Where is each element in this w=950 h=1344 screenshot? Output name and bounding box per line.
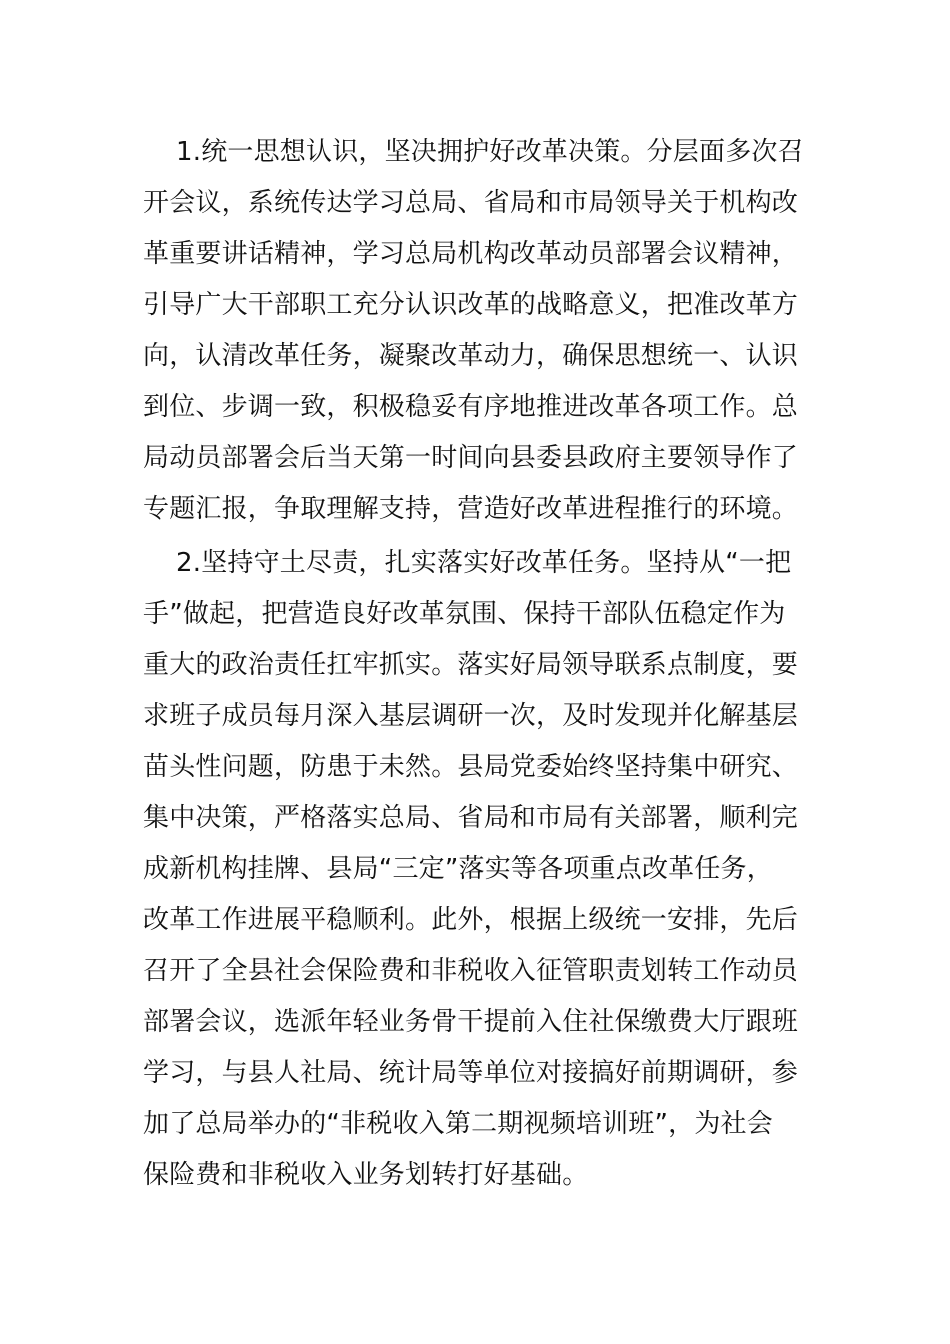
paragraph-line: 加了总局举办的“非税收入第二期视频培训班”，为社会 xyxy=(143,1109,773,1139)
paragraph-line: 向，认清改革任务，凝聚改革动力，确保思想统一、认识 xyxy=(143,341,799,371)
paragraph-line: 求班子成员每月深入基层调研一次，及时发现并化解基层 xyxy=(143,701,799,731)
paragraph-line: 召开了全县社会保险费和非税收入征管职责划转工作动员 xyxy=(143,956,799,986)
paragraph-line: 苗头性问题，防患于未然。县局党委始终坚持集中研究、 xyxy=(143,752,799,782)
paragraph-line: 保险费和非税收入业务划转打好基础。 xyxy=(143,1160,589,1190)
paragraph-line: 1.统一思想认识，坚决拥护好改革决策。分层面多次召 xyxy=(176,137,804,167)
paragraph-line: 革重要讲话精神，学习总局机构改革动员部署会议精神， xyxy=(143,239,799,269)
paragraph-line: 开会议，系统传达学习总局、省局和市局领导关于机构改 xyxy=(143,188,799,218)
paragraph-line: 学习，与县人社局、统计局等单位对接搞好前期调研，参 xyxy=(143,1058,799,1088)
paragraph-line: 引导广大干部职工充分认识改革的战略意义，把准改革方 xyxy=(143,290,799,320)
paragraph-line: 手”做起，把营造良好改革氛围、保持干部队伍稳定作为 xyxy=(143,599,786,629)
paragraph-line: 重大的政治责任扛牢抓实。落实好局领导联系点制度，要 xyxy=(143,650,799,680)
document-body xyxy=(143,127,804,1201)
paragraph-line: 部署会议，选派年轻业务骨干提前入住社保缴费大厅跟班 xyxy=(143,1007,799,1037)
paragraph-line: 专题汇报，争取理解支持，营造好改革进程推行的环境。 xyxy=(143,494,799,524)
paragraph-line: 到位、步调一致，积极稳妥有序地推进改革各项工作。总 xyxy=(143,392,799,422)
paragraph-2 xyxy=(143,538,799,1201)
paragraph-1 xyxy=(143,127,804,535)
paragraph-line: 局动员部署会后当天第一时间向县委县政府主要领导作了 xyxy=(143,443,799,473)
paragraph-line: 改革工作进展平稳顺利。此外，根据上级统一安排，先后 xyxy=(143,905,799,935)
paragraph-line: 集中决策，严格落实总局、省局和市局有关部署，顺利完 xyxy=(143,803,799,833)
paragraph-line: 成新机构挂牌、县局“三定”落实等各项重点改革任务， xyxy=(143,854,773,884)
paragraph-line: 2.坚持守土尽责，扎实落实好改革任务。坚持从“一把 xyxy=(176,548,792,578)
